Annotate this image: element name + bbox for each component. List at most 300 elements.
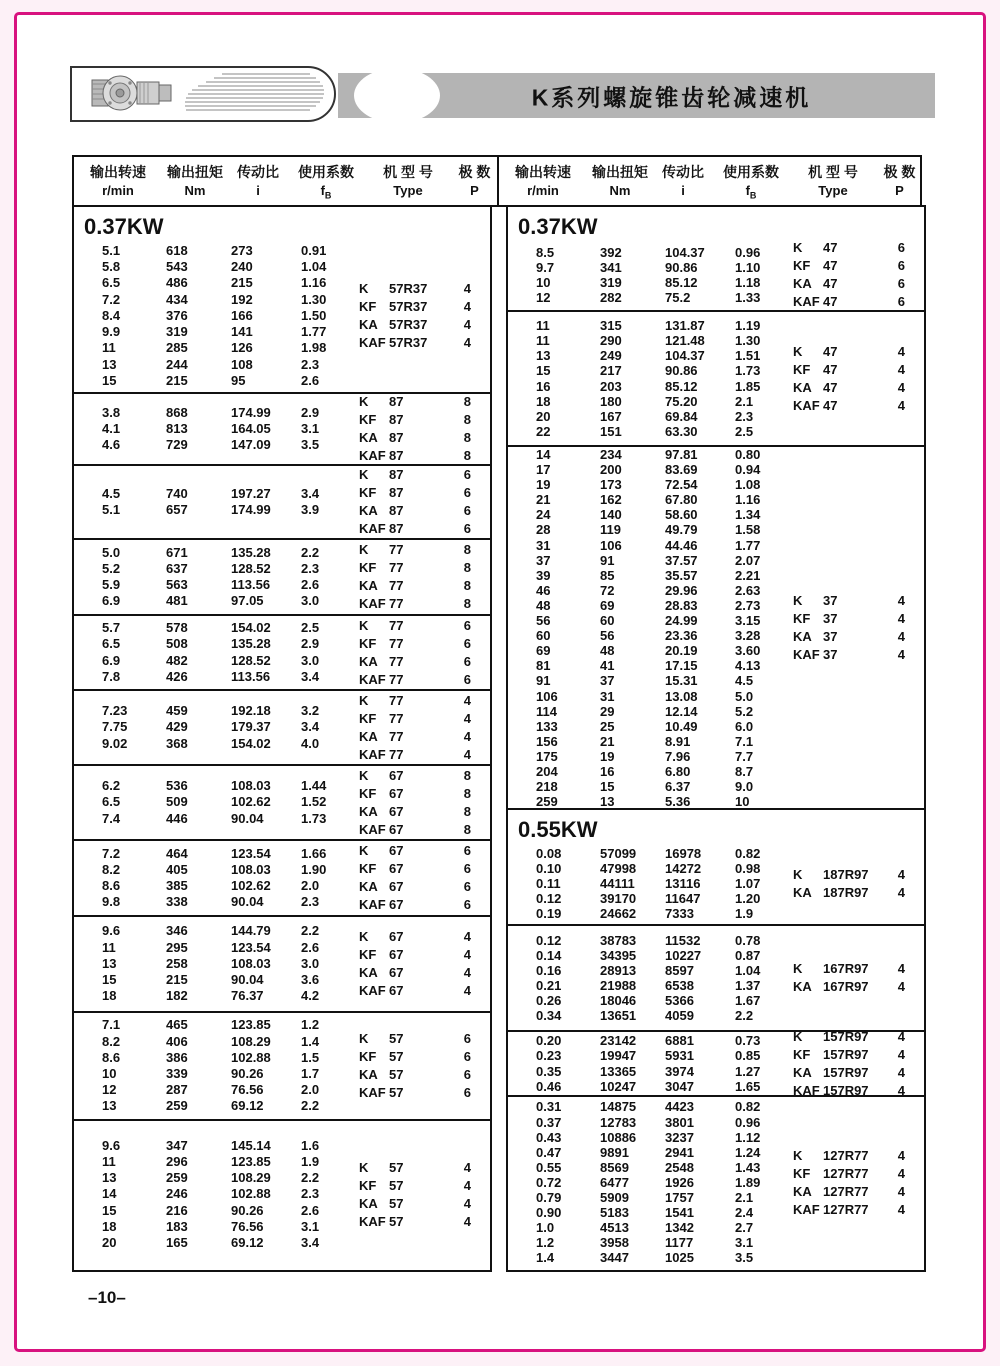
torque-value: 183 [166, 1218, 188, 1234]
ratio-value: 24.99 [665, 613, 698, 629]
type-row [793, 960, 905, 978]
speed-value: 7.75 [102, 719, 128, 735]
torque-value: 19 [600, 748, 615, 764]
torque-value: 16 [600, 763, 615, 779]
ratio-value: 154.02 [231, 620, 271, 636]
type-row [359, 502, 471, 520]
torque-value: 9891 [600, 1144, 629, 1160]
column-unit: r/min [527, 182, 559, 198]
poles-value: 4 [897, 361, 905, 377]
column-unit: i [256, 182, 260, 198]
ratio-value: 75.2 [665, 290, 691, 306]
type-row [359, 746, 471, 764]
type-model: 57 [389, 1031, 404, 1046]
speed-value: 7.4 [102, 810, 121, 826]
type-row [359, 1048, 471, 1066]
type-row [359, 411, 471, 429]
type-row [793, 1165, 905, 1183]
speed-value: 10 [536, 275, 551, 290]
type-model: 37 [823, 593, 838, 609]
fb-value: 0.98 [735, 860, 761, 876]
ratio-value: 29.96 [665, 582, 698, 598]
type-model: 187R97 [823, 866, 869, 882]
type-row [359, 692, 471, 710]
speed-value: 6.5 [102, 636, 121, 652]
type-prefix: K [359, 281, 369, 296]
fb-value: 3.28 [735, 628, 761, 644]
ratio-value: 6.80 [665, 763, 691, 779]
ratio-value: 108.03 [231, 778, 271, 794]
gear-motor-icon [92, 76, 171, 110]
speed-value: 9.6 [102, 923, 121, 939]
fb-value: 2.4 [735, 1205, 754, 1221]
type-row [793, 884, 905, 902]
speed-value: 0.31 [536, 1099, 562, 1115]
speed-value: 24 [536, 507, 551, 523]
type-model: 77 [389, 653, 404, 669]
poles-value: 8 [463, 767, 471, 783]
fb-value: 4.0 [301, 735, 320, 751]
type-model: 77 [389, 560, 404, 575]
fb-value: 3.4 [301, 719, 320, 735]
torque-value: 376 [166, 307, 188, 323]
type-prefix: KA [359, 503, 378, 518]
type-model: 77 [389, 635, 404, 651]
type-prefix: KF [359, 947, 377, 962]
table-block [74, 614, 490, 689]
type-model: 67 [389, 803, 404, 819]
poles-value: 4 [897, 1082, 905, 1095]
torque-value: 657 [166, 502, 188, 517]
type-prefix: KAF [793, 1201, 820, 1217]
ratio-value: 128.52 [231, 652, 271, 668]
fb-value: 2.3 [735, 408, 754, 424]
type-model: 57R37 [389, 317, 428, 332]
poles-value: 4 [897, 629, 905, 645]
ratio-value: 192.18 [231, 703, 271, 719]
ratio-value: 113.56 [231, 577, 271, 592]
ratio-value: 28.83 [665, 597, 698, 613]
torque-value: 119 [600, 522, 621, 538]
fb-value: 1.18 [735, 275, 761, 290]
type-row [359, 393, 471, 411]
fb-value: 3.0 [301, 955, 320, 971]
ratio-value: 10227 [665, 947, 702, 963]
speed-value: 6.9 [102, 593, 121, 609]
type-model: 47 [823, 379, 838, 395]
fb-value: 1.04 [301, 259, 327, 275]
speed-value: 8.2 [102, 1033, 121, 1049]
type-model: 57 [389, 1159, 404, 1175]
speed-value: 15 [102, 972, 117, 988]
type-row [359, 896, 471, 914]
type-prefix: K [793, 866, 803, 882]
fb-value: 2.9 [301, 404, 320, 420]
ratio-value: 90.04 [231, 810, 264, 826]
type-model: 87 [389, 412, 404, 427]
type-model: 67 [389, 767, 404, 783]
type-list [793, 1030, 905, 1095]
gear-reducer-photo [72, 68, 330, 116]
ratio-value: 8597 [665, 962, 694, 978]
type-model: 77 [389, 728, 404, 744]
fb-value: 3.60 [735, 643, 761, 659]
type-model: 57 [389, 1177, 404, 1193]
ratio-value: 147.09 [231, 437, 271, 453]
type-row [359, 595, 471, 613]
torque-value: 215 [166, 372, 188, 388]
poles-value: 4 [897, 1046, 905, 1062]
poles-value: 6 [897, 240, 905, 255]
ratio-value: 135.28 [231, 544, 271, 560]
type-row [793, 1082, 905, 1096]
speed-value: 17 [536, 462, 551, 478]
type-prefix: K [359, 542, 369, 557]
type-model: 87 [389, 448, 404, 463]
torque-value: 69 [600, 597, 615, 613]
table-block [74, 915, 490, 1011]
type-prefix: KA [793, 979, 812, 994]
torque-value: 729 [166, 437, 188, 453]
ratio-value: 13.08 [665, 688, 698, 704]
type-row [359, 429, 471, 447]
poles-value: 6 [463, 635, 471, 651]
poles-value: 4 [897, 1165, 905, 1181]
type-list [793, 592, 905, 664]
poles-value: 4 [897, 979, 905, 994]
type-prefix: KAF [359, 821, 386, 837]
poles-value: 8 [463, 430, 471, 445]
poles-value: 4 [897, 1147, 905, 1163]
fb-value: 2.1 [735, 1190, 754, 1206]
data-rows [536, 933, 797, 1024]
column-label: 输出转速 [90, 163, 146, 180]
ratio-value: 5931 [665, 1048, 694, 1064]
type-row [359, 785, 471, 803]
table-header [72, 155, 922, 207]
poles-value: 4 [897, 1183, 905, 1199]
type-row [359, 617, 471, 635]
torque-value: 10886 [600, 1129, 637, 1145]
ratio-value: 58.60 [665, 507, 698, 523]
ratio-value: 215 [231, 275, 253, 291]
speed-value: 0.23 [536, 1048, 562, 1064]
speed-value: 0.12 [536, 932, 562, 948]
speed-value: 5.0 [102, 544, 121, 560]
ratio-value: 11532 [665, 932, 701, 948]
ratio-value: 8.91 [665, 733, 691, 749]
type-prefix: KF [359, 785, 377, 801]
type-model: 77 [389, 746, 404, 762]
type-prefix: KF [793, 611, 811, 627]
ratio-value: 104.37 [665, 244, 705, 260]
type-list [359, 393, 471, 464]
ratio-value: 102.62 [231, 794, 271, 810]
type-row [359, 767, 471, 785]
data-rows [536, 447, 797, 808]
speed-value: 4.5 [102, 485, 121, 501]
torque-value: 57099 [600, 845, 637, 861]
block-body [74, 841, 490, 915]
fb-value: 1.16 [301, 275, 327, 291]
speed-value: 60 [536, 628, 551, 644]
type-model: 77 [389, 596, 404, 611]
torque-value: 173 [600, 477, 622, 493]
ratio-value: 13116 [665, 875, 701, 891]
poles-value: 4 [897, 1201, 905, 1217]
speed-value: 11 [102, 340, 116, 356]
ratio-value: 37.57 [665, 552, 698, 568]
torque-value: 14875 [600, 1099, 637, 1115]
type-list [793, 960, 905, 996]
fb-value: 0.82 [735, 1099, 761, 1115]
column-unit: i [681, 182, 685, 198]
type-list [359, 842, 471, 914]
fb-value: 1.10 [735, 259, 761, 275]
type-prefix: KAF [793, 294, 820, 309]
poles-value: 4 [463, 983, 471, 998]
fb-value: 1.12 [735, 1129, 761, 1145]
speed-value: 0.37 [536, 1114, 562, 1130]
type-model: 157R97 [823, 1064, 869, 1080]
torque-value: 13 [600, 794, 615, 808]
poles-value: 4 [897, 397, 905, 413]
ratio-value: 3801 [665, 1114, 694, 1130]
speed-value: 0.11 [536, 875, 561, 891]
speed-value: 15 [102, 1202, 117, 1218]
ratio-value: 123.85 [231, 1153, 271, 1169]
fb-value: 0.73 [735, 1033, 761, 1049]
speed-value: 28 [536, 522, 551, 538]
speed-value: 9.9 [102, 324, 121, 340]
speed-value: 14 [102, 1186, 117, 1202]
speed-value: 13 [102, 955, 117, 971]
fb-value: 1.65 [735, 1078, 761, 1094]
poles-value: 4 [897, 593, 905, 609]
torque-value: 868 [166, 404, 188, 420]
speed-value: 81 [536, 658, 551, 674]
type-row [359, 653, 471, 671]
ratio-value: 75.20 [665, 393, 698, 409]
ratio-value: 7333 [665, 906, 694, 922]
table-block [508, 445, 924, 808]
type-model: 47 [823, 276, 838, 291]
speed-value: 37 [536, 552, 551, 568]
ratio-value: 108.29 [231, 1170, 271, 1186]
type-prefix: KAF [359, 335, 386, 350]
data-rows [536, 846, 797, 921]
speed-value: 8.4 [102, 307, 121, 323]
ratio-value: 6538 [665, 978, 694, 993]
column-unit: $f_B$ [320, 182, 332, 201]
speed-value: 20 [536, 408, 551, 424]
column-unit: Nm [609, 182, 631, 198]
poles-value: 4 [463, 299, 471, 314]
torque-value: 182 [166, 988, 188, 1004]
torque-value: 28913 [600, 962, 637, 978]
type-model: 157R97 [823, 1030, 869, 1044]
type-prefix: K [359, 467, 369, 482]
poles-value: 4 [463, 1159, 471, 1175]
block-body [74, 394, 490, 464]
block-body [74, 540, 490, 614]
type-row [359, 1177, 471, 1195]
ratio-value: 15.31 [665, 673, 698, 689]
fb-value: 0.87 [735, 947, 761, 963]
ratio-value: 3237 [665, 1129, 694, 1145]
type-prefix: K [793, 593, 803, 609]
type-model: 57 [389, 1213, 404, 1229]
type-prefix: KAF [793, 1082, 820, 1095]
poles-value: 4 [463, 1195, 471, 1211]
poles-value: 6 [897, 258, 905, 273]
ratio-value: 1926 [665, 1174, 694, 1190]
torque-value: 426 [166, 668, 188, 684]
speed-value: 0.34 [536, 1008, 562, 1024]
fb-value: 1.44 [301, 778, 327, 794]
fb-value: 2.3 [301, 1186, 320, 1202]
fb-value: 2.5 [301, 620, 320, 636]
table-header-left [74, 157, 497, 205]
table-block [74, 689, 490, 764]
type-prefix: K [359, 1031, 369, 1046]
type-model: 67 [389, 785, 404, 801]
poles-value: 4 [463, 965, 471, 980]
type-model: 67 [389, 861, 404, 876]
section-title: 0.55KW [518, 817, 598, 842]
speed-value: 18 [536, 393, 551, 409]
type-model: 77 [389, 692, 404, 708]
torque-value: 24662 [600, 906, 637, 922]
torque-value: 5909 [600, 1190, 629, 1206]
type-row [359, 821, 471, 839]
ratio-value: 197.27 [231, 485, 271, 501]
torque-value: 319 [600, 275, 622, 290]
ratio-value: 123.54 [231, 939, 271, 955]
poles-value: 6 [463, 467, 471, 482]
ratio-value: 5366 [665, 993, 694, 1009]
ratio-value: 90.26 [231, 1066, 264, 1081]
torque-value: 339 [166, 1066, 188, 1081]
fb-value: 2.7 [735, 1220, 754, 1236]
type-row [359, 1195, 471, 1213]
data-rows [102, 778, 363, 827]
block-body [508, 843, 924, 924]
torque-value: 429 [166, 719, 188, 735]
poles-value: 6 [897, 276, 905, 291]
type-prefix: K [793, 1147, 803, 1163]
ratio-value: 166 [231, 307, 253, 323]
poles-value: 4 [897, 647, 905, 663]
torque-value: 385 [166, 878, 188, 893]
fb-value: 1.37 [735, 978, 761, 993]
type-prefix: KF [359, 1177, 377, 1193]
ratio-value: 164.05 [231, 420, 271, 436]
fb-value: 8.7 [735, 763, 754, 779]
type-prefix: KA [793, 1183, 812, 1199]
poles-value: 8 [463, 596, 471, 611]
fb-value: 3.1 [301, 1218, 320, 1234]
ratio-value: 113.56 [231, 668, 271, 684]
fb-value: 1.27 [735, 1063, 761, 1079]
poles-value: 4 [463, 728, 471, 744]
speed-value: 9.7 [536, 259, 555, 275]
fb-value: 1.90 [301, 861, 327, 877]
speed-value: 69 [536, 643, 551, 659]
table-column-right [506, 205, 926, 1272]
ratio-value: 90.04 [231, 894, 264, 910]
torque-value: 37 [600, 673, 615, 689]
type-prefix: KAF [359, 746, 386, 762]
type-prefix: KA [359, 317, 378, 332]
fb-value: 1.66 [301, 845, 327, 861]
fb-value: 0.78 [735, 932, 761, 948]
type-row [359, 1066, 471, 1084]
ratio-value: 1177 [665, 1235, 694, 1251]
type-prefix: K [793, 1030, 803, 1044]
fb-value: 4.13 [735, 658, 761, 674]
type-model: 57 [389, 1049, 404, 1064]
block-body [74, 1013, 490, 1119]
fb-value: 7.7 [735, 748, 754, 764]
page-number: –10– [88, 1288, 126, 1307]
ratio-value: 90.04 [231, 972, 264, 988]
speed-value: 0.47 [536, 1144, 562, 1160]
type-prefix: K [359, 767, 369, 783]
poles-value: 8 [463, 803, 471, 819]
ratio-value: 1757 [665, 1190, 694, 1206]
speed-value: 11 [536, 333, 550, 349]
fb-value: 0.91 [301, 243, 327, 259]
fb-value: 1.24 [735, 1144, 761, 1160]
table-block [508, 1095, 924, 1268]
block-body [508, 240, 924, 310]
type-row [359, 447, 471, 464]
speed-value: 5.1 [102, 502, 121, 517]
block-body [74, 1121, 490, 1268]
block-body [74, 616, 490, 689]
torque-value: 8569 [600, 1159, 629, 1175]
data-rows [102, 1017, 363, 1114]
table-block [508, 207, 924, 310]
torque-value: 282 [600, 290, 622, 306]
ratio-value: 4423 [665, 1099, 694, 1115]
fb-value: 1.19 [735, 318, 761, 334]
ratio-value: 144.79 [231, 923, 271, 939]
fb-value: 1.4 [301, 1033, 320, 1049]
speed-value: 0.16 [536, 962, 562, 978]
ratio-value: 6.37 [665, 779, 691, 795]
torque-value: 25 [600, 718, 615, 734]
fb-value: 0.94 [735, 462, 761, 478]
speed-value: 12 [102, 1082, 117, 1098]
speed-value: 8.2 [102, 861, 121, 877]
type-prefix: KAF [793, 397, 820, 413]
fb-value: 0.96 [735, 244, 761, 260]
logo-box [70, 66, 336, 122]
type-row [359, 964, 471, 982]
ratio-value: 102.88 [231, 1049, 271, 1065]
type-row [359, 1213, 471, 1231]
torque-value: 85 [600, 567, 615, 583]
fb-value: 1.34 [735, 507, 761, 523]
type-model: 87 [389, 503, 404, 518]
type-model: 127R77 [823, 1201, 869, 1217]
type-model: 67 [389, 929, 404, 944]
speed-value: 20 [102, 1235, 117, 1250]
column-unit: P [895, 182, 904, 198]
fb-value: 2.1 [735, 393, 754, 409]
